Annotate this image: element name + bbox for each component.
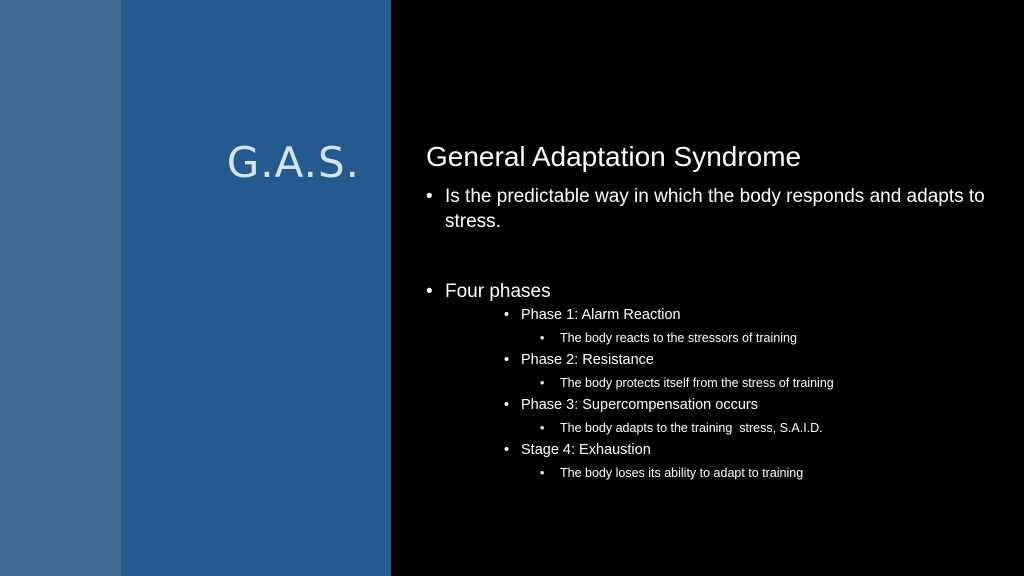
phase-detail-text: The body loses its ability to adapt to training xyxy=(560,465,804,480)
phase-detail xyxy=(426,462,986,485)
bullet-icon: • xyxy=(426,186,433,207)
bullet-icon: • xyxy=(426,281,433,302)
phase-detail-text: The body adapts to the training stress, S.A.I.D. xyxy=(560,420,823,435)
phase-detail xyxy=(426,372,986,395)
phase-detail xyxy=(426,417,986,440)
title-panel xyxy=(121,0,391,576)
bullet-icon: • xyxy=(540,375,545,390)
phase-item xyxy=(426,304,986,327)
phase-label: Phase 1: Alarm Reaction xyxy=(521,307,681,323)
phase-item xyxy=(426,349,986,372)
phase-item xyxy=(426,394,986,417)
bullet-text: Four phases xyxy=(445,281,551,302)
phase-item xyxy=(426,439,986,462)
bullet-icon: • xyxy=(504,307,510,323)
bullet-definition xyxy=(426,184,986,234)
phase-detail-text: The body reacts to the stressors of training xyxy=(560,330,797,345)
bullet-text: Is the predictable way in which the body responds and adapts to stress. xyxy=(445,186,985,232)
bullet-icon: • xyxy=(504,397,510,413)
content-heading: General Adaptation Syndrome xyxy=(426,141,802,172)
phase-label: Phase 2: Resistance xyxy=(521,352,654,368)
phase-label: Stage 4: Exhaustion xyxy=(521,442,651,458)
bullet-icon: • xyxy=(540,465,545,480)
content-area xyxy=(426,138,986,484)
bullet-four-phases xyxy=(426,279,986,304)
phase-label: Phase 3: Supercompensation occurs xyxy=(521,397,758,413)
slide-title: G.A.S. xyxy=(226,138,360,187)
phase-detail-text: The body protects itself from the stress of training xyxy=(560,375,834,390)
left-accent-band xyxy=(0,0,121,576)
bullet-icon: • xyxy=(504,352,510,368)
bullet-icon: • xyxy=(540,330,545,345)
phase-detail xyxy=(426,327,986,350)
bullet-icon: • xyxy=(504,442,510,458)
bullet-icon: • xyxy=(540,420,545,435)
